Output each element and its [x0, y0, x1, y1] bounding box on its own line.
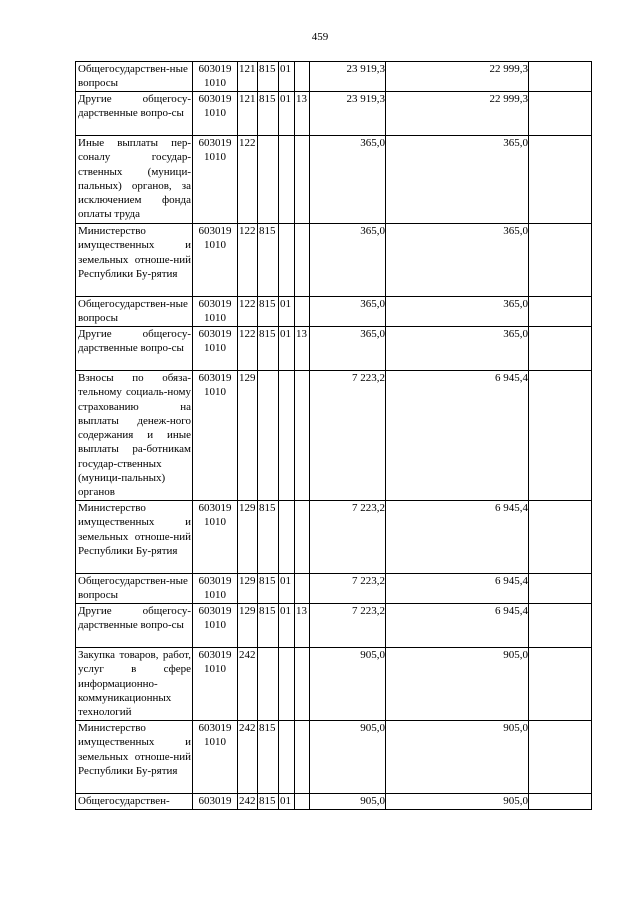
row-value-1-cell: 7 223,2 — [310, 604, 386, 648]
row-rz-cell — [279, 501, 295, 574]
row-grbs-cell — [258, 371, 279, 501]
row-pr-cell — [295, 136, 310, 224]
table-row — [76, 371, 592, 501]
row-empty-cell — [529, 224, 592, 297]
row-grbs-cell: 815 — [258, 604, 279, 648]
row-value-2-cell: 6 945,4 — [386, 604, 529, 648]
row-csr-cell: 603019 1010 — [193, 721, 238, 794]
row-empty-cell — [529, 327, 592, 371]
row-name-cell: Министерство имущественных и земельных отноше-ний Республики Бу-рятия — [76, 501, 193, 574]
row-value-1-cell: 7 223,2 — [310, 371, 386, 501]
table-row — [76, 648, 592, 721]
row-empty-cell — [529, 648, 592, 721]
row-vr-cell: 129 — [238, 604, 258, 648]
table-row — [76, 574, 592, 604]
row-csr-cell: 603019 1010 — [193, 327, 238, 371]
row-vr-cell: 122 — [238, 224, 258, 297]
row-csr-cell: 603019 1010 — [193, 604, 238, 648]
row-grbs-cell: 815 — [258, 721, 279, 794]
row-pr-cell: 13 — [295, 604, 310, 648]
row-csr-cell: 603019 1010 — [193, 297, 238, 327]
row-value-2-cell: 6 945,4 — [386, 574, 529, 604]
row-csr-cell: 603019 1010 — [193, 501, 238, 574]
table-row — [76, 62, 592, 92]
row-grbs-cell: 815 — [258, 92, 279, 136]
row-name-cell: Министерство имущественных и земельных отноше-ний Республики Бу-рятия — [76, 224, 193, 297]
row-value-1-cell: 7 223,2 — [310, 501, 386, 574]
table-row — [76, 501, 592, 574]
row-grbs-cell — [258, 136, 279, 224]
row-value-1-cell: 365,0 — [310, 297, 386, 327]
row-vr-cell: 242 — [238, 794, 258, 810]
row-pr-cell: 13 — [295, 327, 310, 371]
row-pr-cell — [295, 648, 310, 721]
row-empty-cell — [529, 574, 592, 604]
row-grbs-cell: 815 — [258, 327, 279, 371]
row-empty-cell — [529, 136, 592, 224]
table-row — [76, 297, 592, 327]
row-vr-cell: 121 — [238, 92, 258, 136]
row-name-cell: Министерство имущественных и земельных отноше-ний Республики Бу-рятия — [76, 721, 193, 794]
row-csr-cell: 603019 1010 — [193, 224, 238, 297]
row-name-cell: Иные выплаты пер-соналу государ-ственных (муници-пальных) органов, за исключением фонда оплаты труда — [76, 136, 193, 224]
row-pr-cell — [295, 297, 310, 327]
row-value-1-cell: 23 919,3 — [310, 92, 386, 136]
row-pr-cell: 13 — [295, 92, 310, 136]
row-vr-cell: 129 — [238, 501, 258, 574]
row-csr-cell: 603019 1010 — [193, 92, 238, 136]
row-grbs-cell — [258, 648, 279, 721]
row-vr-cell: 242 — [238, 648, 258, 721]
row-value-2-cell: 365,0 — [386, 297, 529, 327]
row-empty-cell — [529, 92, 592, 136]
row-name-cell: Общегосударствен- — [76, 794, 193, 810]
row-grbs-cell: 815 — [258, 297, 279, 327]
row-value-2-cell: 905,0 — [386, 648, 529, 721]
row-name-cell: Закупка товаров, работ, услуг в сфере информационно-коммуникационных технологий — [76, 648, 193, 721]
row-name-cell: Общегосударствен-ные вопросы — [76, 297, 193, 327]
row-rz-cell — [279, 648, 295, 721]
row-rz-cell — [279, 224, 295, 297]
row-csr-cell: 603019 1010 — [193, 574, 238, 604]
row-value-2-cell: 905,0 — [386, 794, 529, 810]
row-value-2-cell: 22 999,3 — [386, 92, 529, 136]
row-csr-cell: 603019 1010 — [193, 371, 238, 501]
row-name-cell: Другие общегосу-дарственные вопро-сы — [76, 604, 193, 648]
row-value-2-cell: 365,0 — [386, 136, 529, 224]
row-pr-cell — [295, 371, 310, 501]
row-rz-cell: 01 — [279, 297, 295, 327]
table-row — [76, 721, 592, 794]
row-pr-cell — [295, 721, 310, 794]
row-vr-cell: 122 — [238, 297, 258, 327]
row-empty-cell — [529, 371, 592, 501]
row-rz-cell: 01 — [279, 794, 295, 810]
row-empty-cell — [529, 604, 592, 648]
row-grbs-cell: 815 — [258, 62, 279, 92]
row-name-cell: Другие общегосу-дарственные вопро-сы — [76, 327, 193, 371]
table-row — [76, 224, 592, 297]
row-grbs-cell: 815 — [258, 224, 279, 297]
table-row — [76, 136, 592, 224]
row-name-cell: Взносы по обяза-тельному социаль-ному страхованию на выплаты денеж-ного содержания и иные выплаты ра-ботникам государ-ственных (муници-пальных) органов — [76, 371, 193, 501]
row-value-1-cell: 905,0 — [310, 794, 386, 810]
row-value-1-cell: 365,0 — [310, 136, 386, 224]
row-value-2-cell: 22 999,3 — [386, 62, 529, 92]
row-empty-cell — [529, 501, 592, 574]
row-vr-cell: 122 — [238, 136, 258, 224]
row-empty-cell — [529, 721, 592, 794]
row-value-1-cell: 7 223,2 — [310, 574, 386, 604]
row-empty-cell — [529, 62, 592, 92]
row-rz-cell: 01 — [279, 574, 295, 604]
row-rz-cell: 01 — [279, 604, 295, 648]
row-value-1-cell: 365,0 — [310, 224, 386, 297]
row-csr-cell: 603019 1010 — [193, 136, 238, 224]
budget-table — [75, 61, 592, 810]
page-number: 459 — [311, 31, 329, 43]
row-value-1-cell: 23 919,3 — [310, 62, 386, 92]
row-rz-cell: 01 — [279, 327, 295, 371]
row-value-2-cell: 6 945,4 — [386, 371, 529, 501]
row-rz-cell: 01 — [279, 62, 295, 92]
row-value-1-cell: 905,0 — [310, 648, 386, 721]
row-value-2-cell: 365,0 — [386, 327, 529, 371]
table-row — [76, 604, 592, 648]
row-csr-cell: 603019 1010 — [193, 62, 238, 92]
row-vr-cell: 129 — [238, 371, 258, 501]
row-rz-cell — [279, 136, 295, 224]
row-name-cell: Общегосударствен-ные вопросы — [76, 62, 193, 92]
row-pr-cell — [295, 62, 310, 92]
row-name-cell: Другие общегосу-дарственные вопро-сы — [76, 92, 193, 136]
row-rz-cell — [279, 721, 295, 794]
row-vr-cell: 129 — [238, 574, 258, 604]
table-row — [76, 794, 592, 810]
row-csr-cell: 603019 1010 — [193, 648, 238, 721]
row-vr-cell: 122 — [238, 327, 258, 371]
row-vr-cell: 121 — [238, 62, 258, 92]
row-pr-cell — [295, 794, 310, 810]
row-pr-cell — [295, 574, 310, 604]
row-grbs-cell: 815 — [258, 794, 279, 810]
row-rz-cell — [279, 371, 295, 501]
row-value-1-cell: 905,0 — [310, 721, 386, 794]
table-row — [76, 327, 592, 371]
table-row — [76, 92, 592, 136]
row-value-2-cell: 905,0 — [386, 721, 529, 794]
row-grbs-cell: 815 — [258, 501, 279, 574]
row-rz-cell: 01 — [279, 92, 295, 136]
row-empty-cell — [529, 297, 592, 327]
table-body — [76, 62, 592, 810]
row-vr-cell: 242 — [238, 721, 258, 794]
row-name-cell: Общегосударствен-ные вопросы — [76, 574, 193, 604]
row-value-2-cell: 365,0 — [386, 224, 529, 297]
row-grbs-cell: 815 — [258, 574, 279, 604]
row-empty-cell — [529, 794, 592, 810]
row-csr-cell: 603019 — [193, 794, 238, 810]
row-pr-cell — [295, 501, 310, 574]
row-pr-cell — [295, 224, 310, 297]
row-value-1-cell: 365,0 — [310, 327, 386, 371]
row-value-2-cell: 6 945,4 — [386, 501, 529, 574]
